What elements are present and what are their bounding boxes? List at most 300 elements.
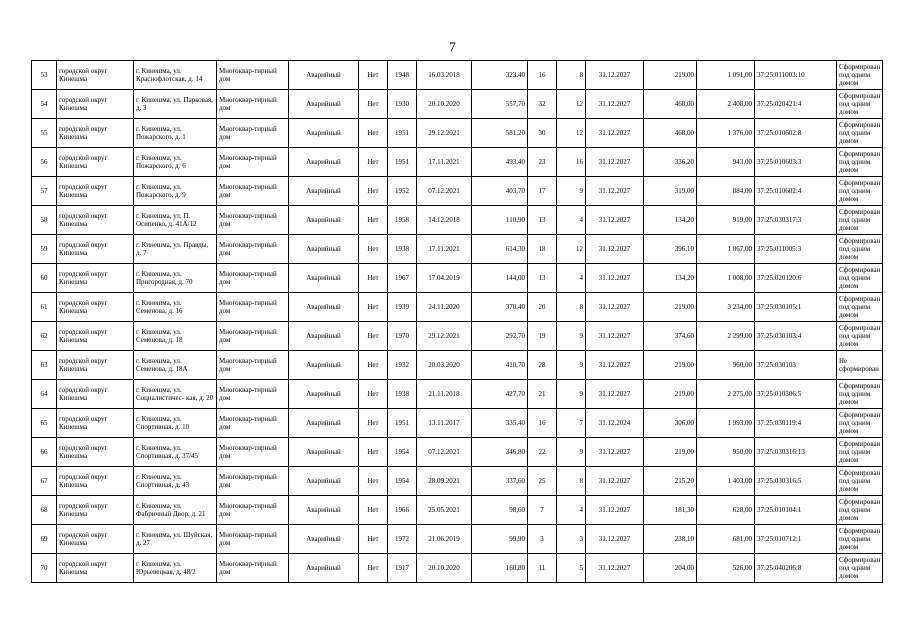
row-number: 70	[32, 554, 57, 583]
plot-area-cell: 2 275,00	[697, 380, 755, 409]
land-area-cell: 219,00	[644, 293, 697, 322]
plot-status-cell: Сформирован под одним домом	[837, 293, 883, 322]
build-year-cell: 1954	[388, 438, 417, 467]
status-cell: Аварийный	[289, 293, 359, 322]
apartments-cell: 9	[557, 438, 586, 467]
cadastral-number-cell: 37:25:020421:4	[755, 90, 837, 119]
plot-area-cell: 526,00	[697, 554, 755, 583]
residents-cell: 28	[528, 351, 557, 380]
house-type-cell: Многоквар-тирный дом	[217, 525, 289, 554]
table-row	[32, 409, 883, 438]
status-cell: Аварийный	[289, 206, 359, 235]
flag-cell: Нет	[359, 351, 388, 380]
recognition-date-cell: 29.12.2021	[417, 322, 472, 351]
table-row	[32, 438, 883, 467]
residents-cell: 23	[528, 148, 557, 177]
address-cell: г. Кинешма, ул. Фабричный Двор, д. 21	[134, 496, 217, 525]
status-cell: Аварийный	[289, 554, 359, 583]
resettlement-date-cell: 31.12.2027	[586, 293, 644, 322]
table-row	[32, 177, 883, 206]
house-type-cell: Многоквар-тирный дом	[217, 61, 289, 90]
resettlement-date-cell: 31.12.2027	[586, 438, 644, 467]
housing-registry-table	[31, 60, 883, 583]
area-cell: 292,70	[472, 322, 528, 351]
build-year-cell: 1930	[388, 90, 417, 119]
row-number: 55	[32, 119, 57, 148]
plot-status-cell: Не сформирован	[837, 351, 883, 380]
cadastral-number-cell: 37:25:030316:13	[755, 438, 837, 467]
row-number: 53	[32, 61, 57, 90]
cadastral-number-cell: 37:25:020120:6	[755, 264, 837, 293]
land-area-cell: 219,00	[644, 438, 697, 467]
table-row	[32, 148, 883, 177]
resettlement-date-cell: 31.12.2027	[586, 467, 644, 496]
house-type-cell: Многоквар-тирный дом	[217, 467, 289, 496]
residents-cell: 17	[528, 177, 557, 206]
recognition-date-cell: 20.10.2020	[417, 90, 472, 119]
address-cell: г. Кинешма, ул. Семенова, д. 18А	[134, 351, 217, 380]
plot-status-cell: Сформирован под одним домом	[837, 380, 883, 409]
resettlement-date-cell: 31.12.2027	[586, 177, 644, 206]
resettlement-date-cell: 31.12.2024	[586, 409, 644, 438]
status-cell: Аварийный	[289, 235, 359, 264]
cadastral-number-cell: 37:25:011003:10	[755, 61, 837, 90]
resettlement-date-cell: 31.12.2027	[586, 90, 644, 119]
build-year-cell: 1966	[388, 496, 417, 525]
build-year-cell: 1948	[388, 61, 417, 90]
registry-body	[32, 61, 883, 583]
recognition-date-cell: 20.03.2020	[417, 351, 472, 380]
municipality-cell: городской округ Кинешма	[57, 438, 134, 467]
address-cell: г. Кинешма, ул. Пожарского, д. 6	[134, 148, 217, 177]
plot-status-cell: Сформирован под одним домом	[837, 148, 883, 177]
table-row	[32, 293, 883, 322]
flag-cell: Нет	[359, 119, 388, 148]
row-number: 56	[32, 148, 57, 177]
address-cell: г. Кинешма, ул. Спортивная, д. 10	[134, 409, 217, 438]
apartments-cell: 4	[557, 496, 586, 525]
status-cell: Аварийный	[289, 90, 359, 119]
flag-cell: Нет	[359, 61, 388, 90]
table-row	[32, 554, 883, 583]
house-type-cell: Многоквар-тирный дом	[217, 409, 289, 438]
flag-cell: Нет	[359, 148, 388, 177]
plot-status-cell: Сформирован под одним домом	[837, 177, 883, 206]
cadastral-number-cell: 37:25:010306:5	[755, 380, 837, 409]
municipality-cell: городской округ Кинешма	[57, 467, 134, 496]
table-row	[32, 206, 883, 235]
address-cell: г. Кинешма, ул. Семенова, д. 18	[134, 322, 217, 351]
plot-status-cell: Сформирован под одним домом	[837, 467, 883, 496]
flag-cell: Нет	[359, 438, 388, 467]
resettlement-date-cell: 31.12.2027	[586, 322, 644, 351]
cadastral-number-cell: 37:25:030103	[755, 351, 837, 380]
build-year-cell: 1967	[388, 264, 417, 293]
build-year-cell: 1951	[388, 148, 417, 177]
cadastral-number-cell: 37:25:010603:3	[755, 148, 837, 177]
municipality-cell: городской округ Кинешма	[57, 554, 134, 583]
table-row	[32, 525, 883, 554]
house-type-cell: Многоквар-тирный дом	[217, 90, 289, 119]
area-cell: 346,80	[472, 438, 528, 467]
land-area-cell: 215,20	[644, 467, 697, 496]
municipality-cell: городской округ Кинешма	[57, 148, 134, 177]
status-cell: Аварийный	[289, 322, 359, 351]
status-cell: Аварийный	[289, 119, 359, 148]
status-cell: Аварийный	[289, 467, 359, 496]
apartments-cell: 9	[557, 322, 586, 351]
residents-cell: 13	[528, 264, 557, 293]
land-area-cell: 238,10	[644, 525, 697, 554]
status-cell: Аварийный	[289, 380, 359, 409]
build-year-cell: 1970	[388, 322, 417, 351]
land-area-cell: 134,20	[644, 264, 697, 293]
row-number: 69	[32, 525, 57, 554]
area-cell: 99,90	[472, 525, 528, 554]
plot-area-cell: 3 234,00	[697, 293, 755, 322]
plot-area-cell: 681,00	[697, 525, 755, 554]
flag-cell: Нет	[359, 293, 388, 322]
flag-cell: Нет	[359, 409, 388, 438]
area-cell: 323,40	[472, 61, 528, 90]
row-number: 54	[32, 90, 57, 119]
address-cell: г. Кинешма, ул. Семенова, д. 16	[134, 293, 217, 322]
apartments-cell: 12	[557, 235, 586, 264]
land-area-cell: 468,00	[644, 90, 697, 119]
row-number: 60	[32, 264, 57, 293]
status-cell: Аварийный	[289, 264, 359, 293]
land-area-cell: 204,00	[644, 554, 697, 583]
house-type-cell: Многоквар-тирный дом	[217, 322, 289, 351]
plot-area-cell: 1 867,00	[697, 235, 755, 264]
recognition-date-cell: 25.05.2021	[417, 496, 472, 525]
plot-area-cell: 628,00	[697, 496, 755, 525]
row-number: 57	[32, 177, 57, 206]
flag-cell: Нет	[359, 380, 388, 409]
land-area-cell: 219,00	[644, 61, 697, 90]
area-cell: 110,90	[472, 206, 528, 235]
status-cell: Аварийный	[289, 409, 359, 438]
status-cell: Аварийный	[289, 177, 359, 206]
house-type-cell: Многоквар-тирный дом	[217, 380, 289, 409]
apartments-cell: 8	[557, 467, 586, 496]
land-area-cell: 219,00	[644, 380, 697, 409]
residents-cell: 16	[528, 409, 557, 438]
municipality-cell: городской округ Кинешма	[57, 206, 134, 235]
residents-cell: 30	[528, 119, 557, 148]
build-year-cell: 1938	[388, 235, 417, 264]
row-number: 67	[32, 467, 57, 496]
house-type-cell: Многоквар-тирный дом	[217, 351, 289, 380]
plot-area-cell: 884,00	[697, 177, 755, 206]
recognition-date-cell: 17.11.2021	[417, 148, 472, 177]
plot-status-cell: Сформирован под одним домом	[837, 322, 883, 351]
area-cell: 335,40	[472, 409, 528, 438]
plot-area-cell: 2 299,00	[697, 322, 755, 351]
area-cell: 337,60	[472, 467, 528, 496]
residents-cell: 32	[528, 90, 557, 119]
row-number: 62	[32, 322, 57, 351]
area-cell: 370,40	[472, 293, 528, 322]
house-type-cell: Многоквар-тирный дом	[217, 438, 289, 467]
apartments-cell: 9	[557, 380, 586, 409]
address-cell: г. Кинешма, ул. Пожарского, д. 1	[134, 119, 217, 148]
resettlement-date-cell: 31.12.2027	[586, 525, 644, 554]
land-area-cell: 396,10	[644, 235, 697, 264]
address-cell: г. Кинешма, ул. Пожарского, д. 9	[134, 177, 217, 206]
land-area-cell: 219,00	[644, 351, 697, 380]
house-type-cell: Многоквар-тирный дом	[217, 554, 289, 583]
status-cell: Аварийный	[289, 148, 359, 177]
flag-cell: Нет	[359, 90, 388, 119]
area-cell: 98,60	[472, 496, 528, 525]
apartments-cell: 5	[557, 554, 586, 583]
build-year-cell: 1951	[388, 119, 417, 148]
row-number: 68	[32, 496, 57, 525]
resettlement-date-cell: 31.12.2027	[586, 119, 644, 148]
status-cell: Аварийный	[289, 351, 359, 380]
area-cell: 403,70	[472, 177, 528, 206]
build-year-cell: 1954	[388, 467, 417, 496]
table-row	[32, 90, 883, 119]
municipality-cell: городской округ Кинешма	[57, 525, 134, 554]
municipality-cell: городской округ Кинешма	[57, 496, 134, 525]
apartments-cell: 3	[557, 525, 586, 554]
address-cell: г. Кинешма, ул. Правды, д. 7	[134, 235, 217, 264]
recognition-date-cell: 07.12.2021	[417, 177, 472, 206]
flag-cell: Нет	[359, 177, 388, 206]
plot-area-cell: 1 376,00	[697, 119, 755, 148]
plot-area-cell: 919,00	[697, 206, 755, 235]
plot-status-cell: Сформирован под одним домом	[837, 554, 883, 583]
land-area-cell: 468,00	[644, 119, 697, 148]
cadastral-number-cell: 37:25:030316:5	[755, 467, 837, 496]
recognition-date-cell: 20.10.2020	[417, 554, 472, 583]
plot-status-cell: Сформирован под одним домом	[837, 496, 883, 525]
plot-status-cell: Сформирован под одним домом	[837, 409, 883, 438]
recognition-date-cell: 07.12.2021	[417, 438, 472, 467]
build-year-cell: 1958	[388, 206, 417, 235]
flag-cell: Нет	[359, 525, 388, 554]
plot-status-cell: Сформирован под одним домом	[837, 119, 883, 148]
residents-cell: 11	[528, 554, 557, 583]
page-number: 7	[449, 39, 456, 54]
house-type-cell: Многоквар-тирный дом	[217, 264, 289, 293]
resettlement-date-cell: 31.12.2027	[586, 264, 644, 293]
area-cell: 614,30	[472, 235, 528, 264]
cadastral-number-cell: 37:25:010602:8	[755, 119, 837, 148]
apartments-cell: 4	[557, 264, 586, 293]
area-cell: 427,70	[472, 380, 528, 409]
apartments-cell: 8	[557, 61, 586, 90]
row-number: 59	[32, 235, 57, 264]
status-cell: Аварийный	[289, 496, 359, 525]
cadastral-number-cell: 37:25:030103:4	[755, 322, 837, 351]
flag-cell: Нет	[359, 467, 388, 496]
address-cell: г. Кинешма, ул. Спортивная, д. 43	[134, 467, 217, 496]
table-row	[32, 235, 883, 264]
plot-area-cell: 1 993,00	[697, 409, 755, 438]
row-number: 64	[32, 380, 57, 409]
build-year-cell: 1917	[388, 554, 417, 583]
table-row	[32, 264, 883, 293]
municipality-cell: городской округ Кинешма	[57, 61, 134, 90]
table-row	[32, 467, 883, 496]
address-cell: г. Кинешма, ул. Пригородная, д. 70	[134, 264, 217, 293]
plot-status-cell: Сформирован под одним домом	[837, 525, 883, 554]
recognition-date-cell: 28.09.2021	[417, 467, 472, 496]
residents-cell: 19	[528, 322, 557, 351]
plot-area-cell: 950,00	[697, 438, 755, 467]
table-row	[32, 119, 883, 148]
resettlement-date-cell: 31.12.2027	[586, 206, 644, 235]
apartments-cell: 7	[557, 409, 586, 438]
area-cell: 581,20	[472, 119, 528, 148]
flag-cell: Нет	[359, 496, 388, 525]
municipality-cell: городской округ Кинешма	[57, 90, 134, 119]
residents-cell: 16	[528, 61, 557, 90]
recognition-date-cell: 21.11.2018	[417, 380, 472, 409]
municipality-cell: городской округ Кинешма	[57, 351, 134, 380]
table-row	[32, 61, 883, 90]
table-row	[32, 380, 883, 409]
land-area-cell: 319,00	[644, 177, 697, 206]
plot-area-cell: 1 008,00	[697, 264, 755, 293]
resettlement-date-cell: 31.12.2027	[586, 351, 644, 380]
residents-cell: 3	[528, 525, 557, 554]
plot-area-cell: 1 403,00	[697, 467, 755, 496]
build-year-cell: 1938	[388, 380, 417, 409]
apartments-cell: 4	[557, 206, 586, 235]
recognition-date-cell: 14.12.2018	[417, 206, 472, 235]
cadastral-number-cell: 37:25:030105:1	[755, 293, 837, 322]
table-row	[32, 351, 883, 380]
apartments-cell: 9	[557, 177, 586, 206]
table-row	[32, 322, 883, 351]
address-cell: г. Кинешма, ул. Краснофлотская, д. 14	[134, 61, 217, 90]
municipality-cell: городской округ Кинешма	[57, 264, 134, 293]
municipality-cell: городской округ Кинешма	[57, 119, 134, 148]
cadastral-number-cell: 37:25:040206:8	[755, 554, 837, 583]
plot-area-cell: 943,00	[697, 148, 755, 177]
resettlement-date-cell: 31.12.2027	[586, 380, 644, 409]
cadastral-number-cell: 37:25:030119:4	[755, 409, 837, 438]
area-cell: 144,00	[472, 264, 528, 293]
house-type-cell: Многоквар-тирный дом	[217, 177, 289, 206]
recognition-date-cell: 17.04.2019	[417, 264, 472, 293]
resettlement-date-cell: 31.12.2027	[586, 554, 644, 583]
flag-cell: Нет	[359, 322, 388, 351]
build-year-cell: 1939	[388, 293, 417, 322]
flag-cell: Нет	[359, 206, 388, 235]
house-type-cell: Многоквар-тирный дом	[217, 496, 289, 525]
status-cell: Аварийный	[289, 525, 359, 554]
row-number: 66	[32, 438, 57, 467]
residents-cell: 13	[528, 206, 557, 235]
residents-cell: 20	[528, 293, 557, 322]
cadastral-number-cell: 37:25:010602:4	[755, 177, 837, 206]
residents-cell: 7	[528, 496, 557, 525]
apartments-cell: 12	[557, 90, 586, 119]
cadastral-number-cell: 37:25:030317:3	[755, 206, 837, 235]
recognition-date-cell: 13.11.2017	[417, 409, 472, 438]
recognition-date-cell: 24.11.2020	[417, 293, 472, 322]
row-number: 63	[32, 351, 57, 380]
row-number: 61	[32, 293, 57, 322]
house-type-cell: Многоквар-тирный дом	[217, 148, 289, 177]
row-number: 65	[32, 409, 57, 438]
residents-cell: 21	[528, 380, 557, 409]
municipality-cell: городской округ Кинешма	[57, 235, 134, 264]
cadastral-number-cell: 37:25:010712:1	[755, 525, 837, 554]
row-number: 58	[32, 206, 57, 235]
address-cell: г. Кинешма, ул. Спортивная, д. 37/45	[134, 438, 217, 467]
area-cell: 160,80	[472, 554, 528, 583]
house-type-cell: Многоквар-тирный дом	[217, 293, 289, 322]
recognition-date-cell: 16.03.2018	[417, 61, 472, 90]
plot-status-cell: Сформирован под одним домом	[837, 438, 883, 467]
plot-status-cell: Сформирован под одним домом	[837, 61, 883, 90]
municipality-cell: городской округ Кинешма	[57, 322, 134, 351]
residents-cell: 22	[528, 438, 557, 467]
house-type-cell: Многоквар-тирный дом	[217, 206, 289, 235]
address-cell: г. Кинешма, ул. Парковая, д. 3	[134, 90, 217, 119]
build-year-cell: 1952	[388, 177, 417, 206]
address-cell: г. Кинешма, ул. Социалистичес- кая, д. 20	[134, 380, 217, 409]
residents-cell: 18	[528, 235, 557, 264]
land-area-cell: 374,60	[644, 322, 697, 351]
flag-cell: Нет	[359, 554, 388, 583]
build-year-cell: 1951	[388, 409, 417, 438]
resettlement-date-cell: 31.12.2027	[586, 148, 644, 177]
land-area-cell: 134,20	[644, 206, 697, 235]
resettlement-date-cell: 31.12.2027	[586, 235, 644, 264]
plot-status-cell: Сформирован под одним домом	[837, 235, 883, 264]
cadastral-number-cell: 37:25:010104:1	[755, 496, 837, 525]
cadastral-number-cell: 37:25:011005:3	[755, 235, 837, 264]
recognition-date-cell: 21.06.2019	[417, 525, 472, 554]
flag-cell: Нет	[359, 235, 388, 264]
plot-area-cell: 960,00	[697, 351, 755, 380]
municipality-cell: городской округ Кинешма	[57, 177, 134, 206]
house-type-cell: Многоквар-тирный дом	[217, 235, 289, 264]
address-cell: г. Кинешма, ул. Юрьевецкая, д. 48/2	[134, 554, 217, 583]
apartments-cell: 8	[557, 293, 586, 322]
plot-status-cell: Сформирован под одним домом	[837, 90, 883, 119]
municipality-cell: городской округ Кинешма	[57, 293, 134, 322]
apartments-cell: 16	[557, 148, 586, 177]
recognition-date-cell: 29.12.2021	[417, 119, 472, 148]
area-cell: 557,70	[472, 90, 528, 119]
municipality-cell: городской округ Кинешма	[57, 380, 134, 409]
flag-cell: Нет	[359, 264, 388, 293]
address-cell: г. Кинешма, ул. П. Осипенко, д. 41А/12	[134, 206, 217, 235]
apartments-cell: 9	[557, 351, 586, 380]
area-cell: 493,40	[472, 148, 528, 177]
plot-area-cell: 1 091,00	[697, 61, 755, 90]
address-cell: г. Кинешма, ул. Шуйская, д. 27	[134, 525, 217, 554]
table-row	[32, 496, 883, 525]
status-cell: Аварийный	[289, 61, 359, 90]
land-area-cell: 336,20	[644, 148, 697, 177]
status-cell: Аварийный	[289, 438, 359, 467]
build-year-cell: 1932	[388, 351, 417, 380]
apartments-cell: 12	[557, 119, 586, 148]
resettlement-date-cell: 31.12.2027	[586, 61, 644, 90]
residents-cell: 25	[528, 467, 557, 496]
resettlement-date-cell: 31.12.2027	[586, 496, 644, 525]
municipality-cell: городской округ Кинешма	[57, 409, 134, 438]
